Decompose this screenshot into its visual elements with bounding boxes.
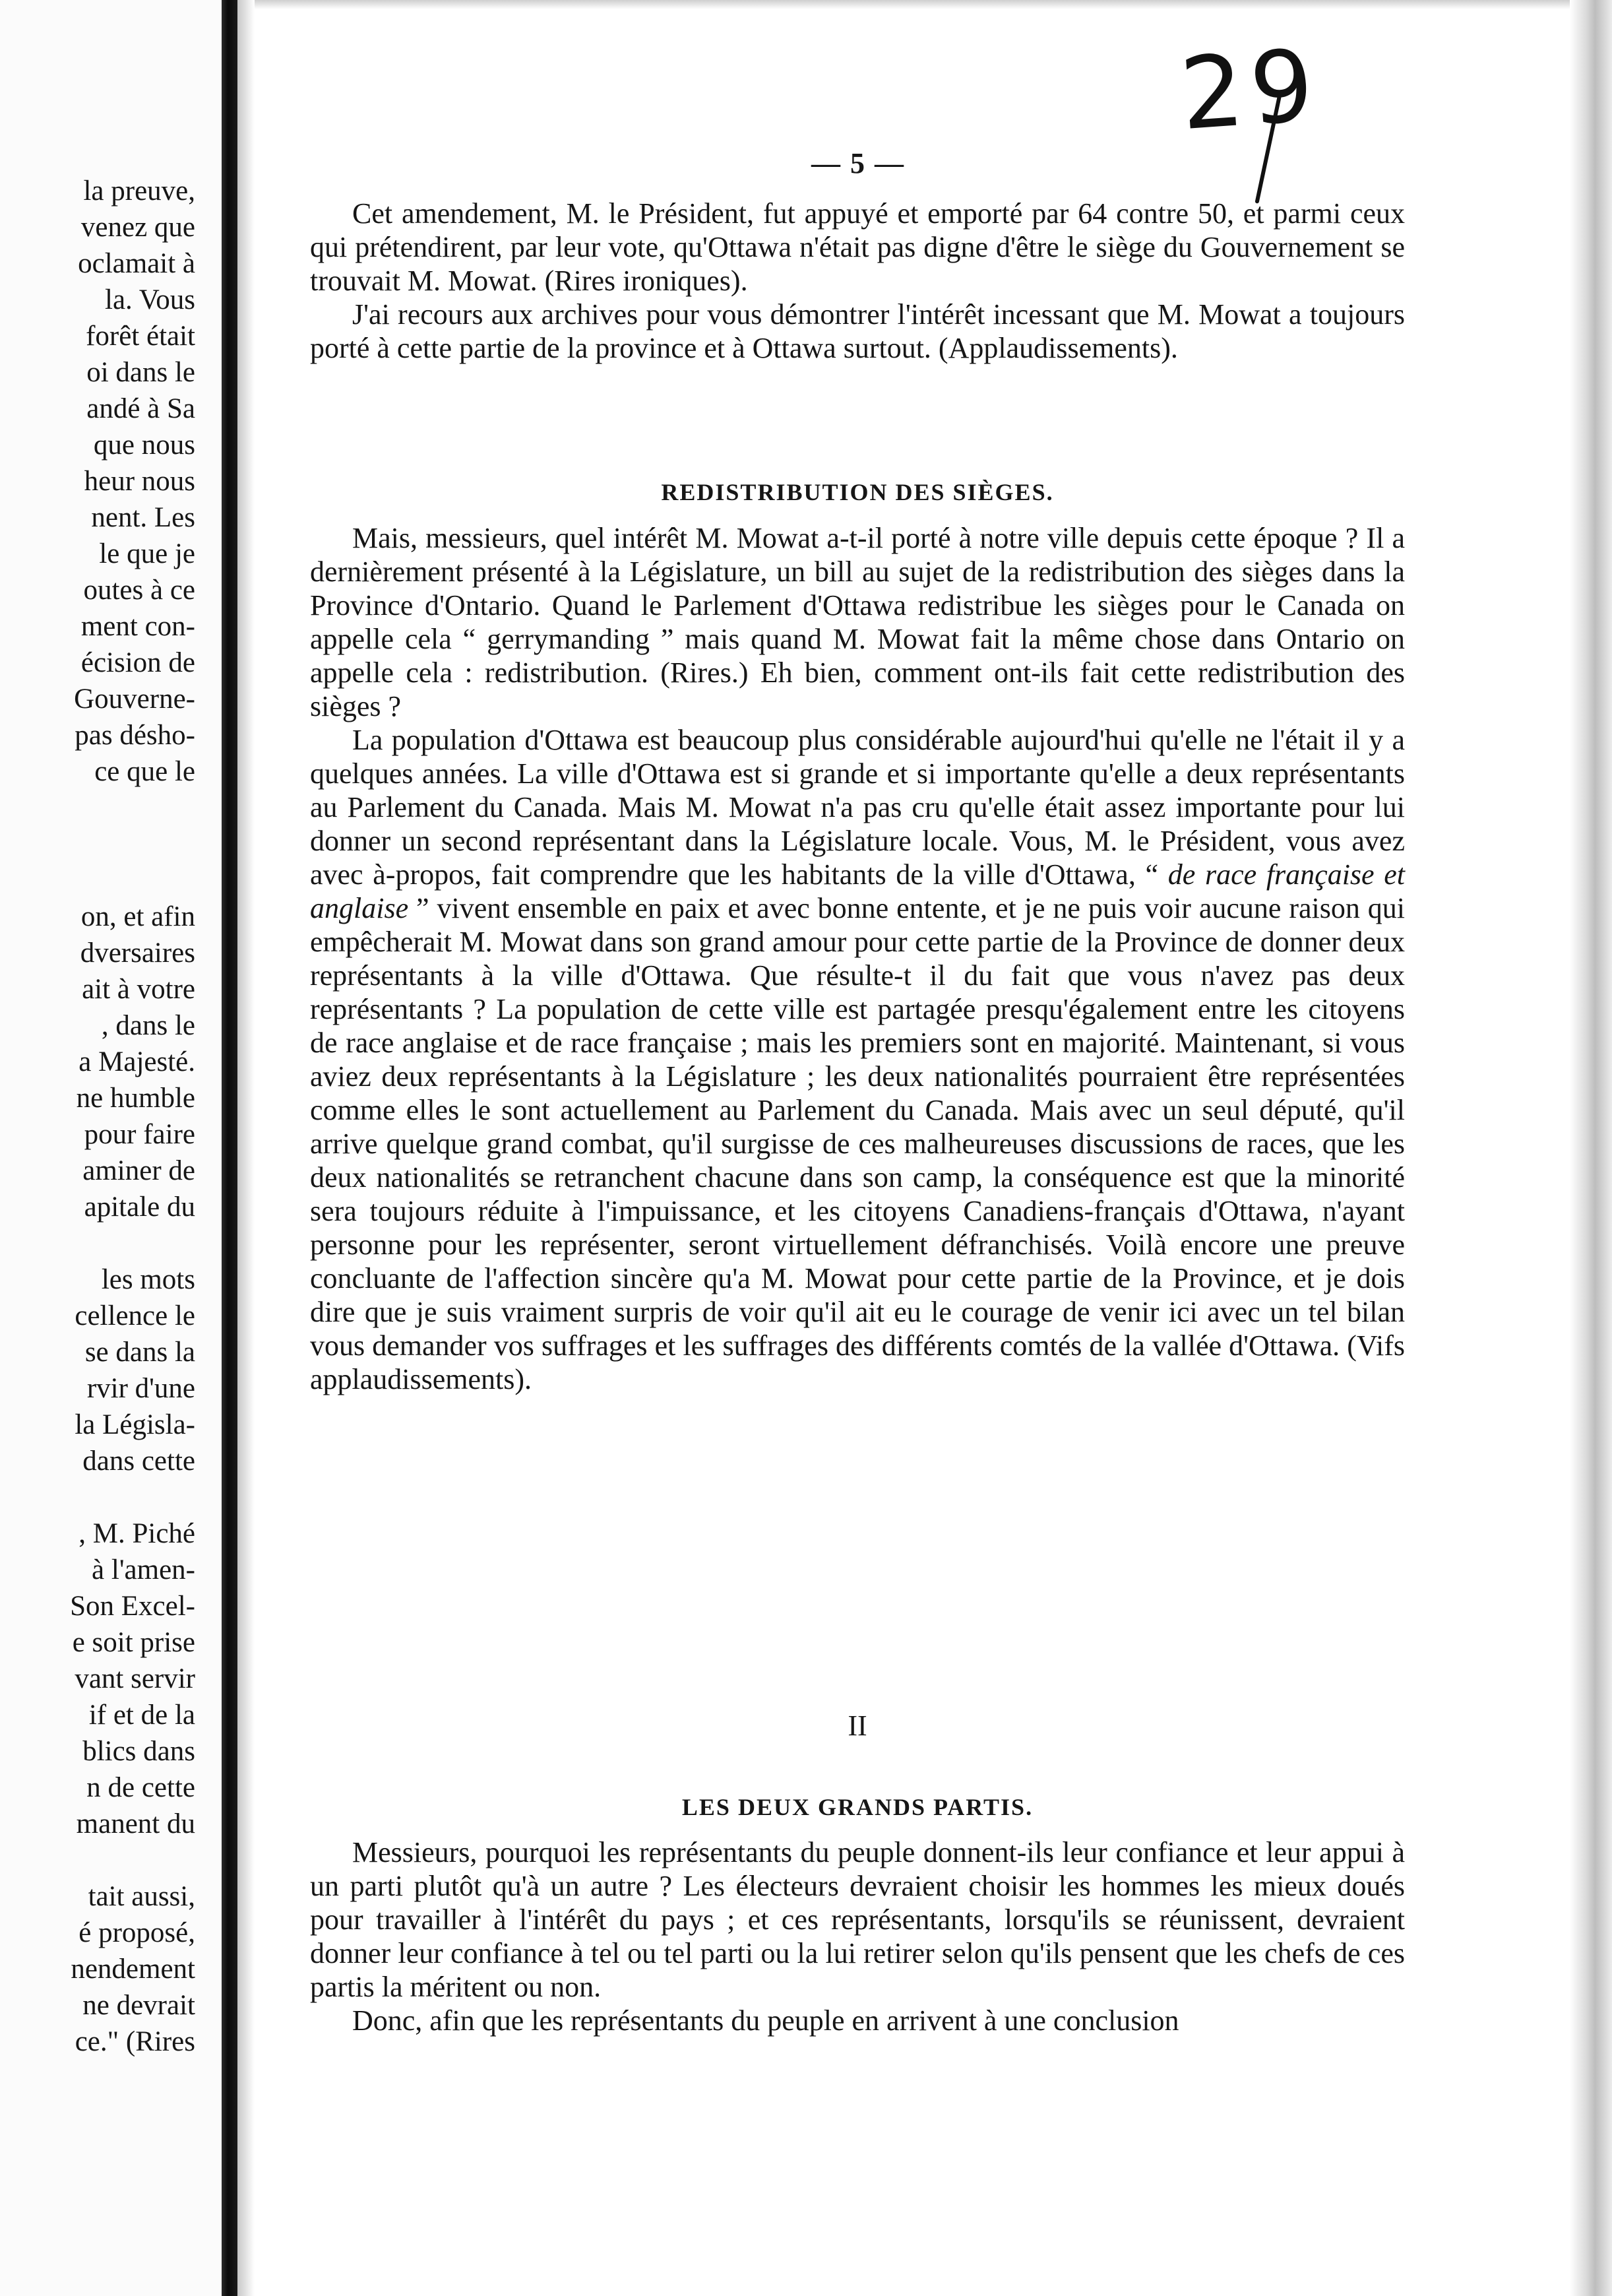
left-page-line: manent du	[76, 1808, 195, 1839]
left-page-line: rvir d'une	[86, 1373, 195, 1404]
left-page-line: à l'amen-	[92, 1554, 195, 1585]
left-page-line: ait à votre	[82, 974, 195, 1005]
paragraph-archives: J'ai recours aux archives pour vous démontrer l'intérêt incessant que M. Mowat a toujours porté à cette partie de la province et à Ottawa surtout. (Applaudissements).	[310, 298, 1405, 364]
left-page-line: aminer de	[82, 1155, 195, 1186]
left-page-line: e soit prise	[72, 1627, 195, 1658]
text-block-intro	[310, 197, 1405, 365]
left-page-line: on, et afin	[80, 901, 195, 932]
left-page-line: oclamait à	[78, 248, 195, 279]
section-numeral: II	[848, 1709, 867, 1742]
italic-quote: de race française et anglaise	[310, 858, 1406, 924]
left-page-text	[0, 173, 222, 2060]
left-page-line	[0, 1479, 222, 1515]
left-page-line: ce que le	[94, 756, 195, 787]
left-page-line: nent. Les	[91, 502, 195, 533]
text-block-redistribution	[310, 521, 1405, 1396]
left-page-line: pas désho-	[75, 720, 195, 751]
left-page-line: pour faire	[84, 1119, 195, 1150]
left-page-line	[0, 1842, 222, 1878]
left-page-line: outes à ce	[83, 575, 195, 606]
page-right-edge	[1570, 0, 1612, 2296]
left-page-line: tait aussi,	[88, 1881, 195, 1912]
heading-redistribution: REDISTRIBUTION DES SIÈGES.	[661, 479, 1054, 505]
left-page-line	[0, 1225, 222, 1261]
left-page-line: Gouverne-	[74, 684, 195, 715]
left-page-line: nendement	[71, 1954, 195, 1985]
left-page-line: la. Vous	[105, 284, 195, 315]
paragraph-messieurs: Messieurs, pourquoi les représentants du peuple donnent-ils leur confiance et leur appui à un parti plutôt qu'à un autre ? Les électeurs devraient choisir les hommes les mieux doués pour travailler à l'intérêt du pays ; et ces représentants, lorsqu'ils se réunissent, devraient donner leur confiance à tel ou tel parti ou la lui retirer selon qu'ils pensent que les chefs de ces partis la méritent ou non.	[310, 1836, 1405, 2003]
left-page-line: le que je	[99, 538, 195, 569]
left-page-line	[0, 826, 222, 862]
left-page-line: vant servir	[75, 1663, 195, 1694]
handwritten-folio-number: 29	[1177, 28, 1324, 153]
left-page-line: Son Excel-	[70, 1591, 195, 1622]
left-page-line: écision de	[80, 647, 195, 678]
gutter-shadow	[237, 0, 255, 2296]
left-page-line: n de cette	[86, 1772, 195, 1803]
paragraph-redistribution: Mais, messieurs, quel intérêt M. Mowat a-t-il porté à notre ville depuis cette époque ? Il a dernièrement présenté à la Législature, un bill au sujet de la redistribution des sièges dans la Province d'Ontario. Quand le Parlement d'Ottawa redistribue les sièges pour le Canada on appelle cela “ gerrymanding ” mais quand M. Mowat fait la même chose dans Ontario on appelle cela : redistribution. (Rires.) Eh bien, comment ont-ils fait cette redistribution des sièges ?	[310, 522, 1405, 722]
left-page-line: , dans le	[101, 1010, 195, 1041]
page-top-edge	[255, 0, 1570, 9]
left-page-line: blics dans	[82, 1736, 195, 1767]
left-page-line: forêt était	[86, 321, 195, 352]
left-page-line: apitale du	[84, 1192, 195, 1223]
left-page-line: é proposé,	[78, 1917, 195, 1948]
left-page-line: heur nous	[84, 466, 195, 497]
left-page-line: venez que	[80, 212, 195, 243]
paragraph-population-part-1: La population d'Ottawa est beaucoup plus considérable aujourd'hui qu'elle ne l'était il y a quelques années. La ville d'Ottawa est si grande et si importante qu'elle a deux représentants au Parlement du Canada. Mais M. Mowat n'a pas cru qu'elle était assez importante pour lui donner un second représentant dans la Législature locale. Vous, M. le Président, vous avez avec à-propos, fait comprendre que les habitants de la ville d'Ottawa, “	[310, 724, 1405, 891]
left-page-line: , M. Piché	[78, 1518, 195, 1549]
left-page-line: les mots	[101, 1264, 195, 1295]
text-block-partis	[310, 1835, 1405, 2037]
left-page-line: andé à Sa	[86, 393, 195, 424]
left-page-line: la Législa-	[75, 1409, 195, 1440]
left-page-line: que nous	[93, 430, 195, 461]
left-page-line: oi dans le	[86, 357, 195, 388]
left-page-line: ne humble	[76, 1083, 195, 1114]
left-page-line: cellence le	[75, 1300, 195, 1331]
left-page-line: ment con-	[80, 611, 195, 642]
left-page-line: ce." (Rires	[75, 2026, 195, 2057]
book-gutter	[222, 0, 237, 2296]
heading-partis: LES DEUX GRANDS PARTIS.	[681, 1794, 1034, 1820]
page-number: — 5 —	[811, 147, 905, 179]
paragraph-population-part-2: ” vivent ensemble en paix et avec bonne entente, et je ne puis voir aucune raison qui empêcherait M. Mowat dans son grand amour pour cette partie de la Province de donner deux représentants à la ville d'Ottawa. Que résulte-t il du fait que vous n'avez pas deux représentants ? La population de cette ville est partagée presqu'également entre les citoyens de race anglaise et de race française ; mais les premiers sont en majorité. Maintenant, si vous aviez deux représentants à la Législature ; les deux nationalités pourraient être représentées comme elles le sont actuellement au Parlement du Canada. Mais avec un seul député, qu'il arrive quelque grand combat, qu'il surgisse de ces malheureuses discussions de races, que les deux nationalités se retranchent chacune dans son camp, la conséquence est que la minorité sera toujours réduite à l'impuissance, et les citoyens Canadiens-français d'Ottawa, n'ayant personne pour les représenter, seront virtuellement défranchisés. Voilà encore une preuve concluante de l'affection sincère qu'a M. Mowat pour cette partie de la Province, et je dois dire que je suis vraiment surpris de voir qu'il ait eu le courage de venir ici avec un tel bilan vous demander vos suffrages et les suffrages des différents comtés de la vallée d'Ottawa. (Vifs applaudissements).	[310, 892, 1406, 1395]
left-page-line: a Majesté.	[78, 1046, 195, 1077]
paragraph-donc: Donc, afin que les représentants du peuple en arrivent à une conclusion	[352, 2004, 1179, 2037]
paragraph-population	[310, 723, 1405, 1396]
left-page-line: dversaires	[80, 938, 195, 969]
left-page-line	[0, 790, 222, 826]
left-page-line: se dans la	[84, 1337, 195, 1368]
left-page-line: la preuve,	[83, 175, 195, 207]
left-facing-page	[0, 0, 222, 2296]
left-page-line: dans cette	[82, 1446, 195, 1477]
left-page-line: ne devrait	[82, 1990, 195, 2021]
left-page-line: if et de la	[88, 1700, 195, 1731]
paragraph-amendement: Cet amendement, M. le Président, fut appuyé et emporté par 64 contre 50, et parmi ceux qui prétendirent, par leur vote, qu'Ottawa n'était pas digne d'être le siège du Gouvernement se trouvait M. Mowat. (Rires ironiques).	[310, 197, 1405, 297]
left-page-line	[0, 862, 222, 899]
